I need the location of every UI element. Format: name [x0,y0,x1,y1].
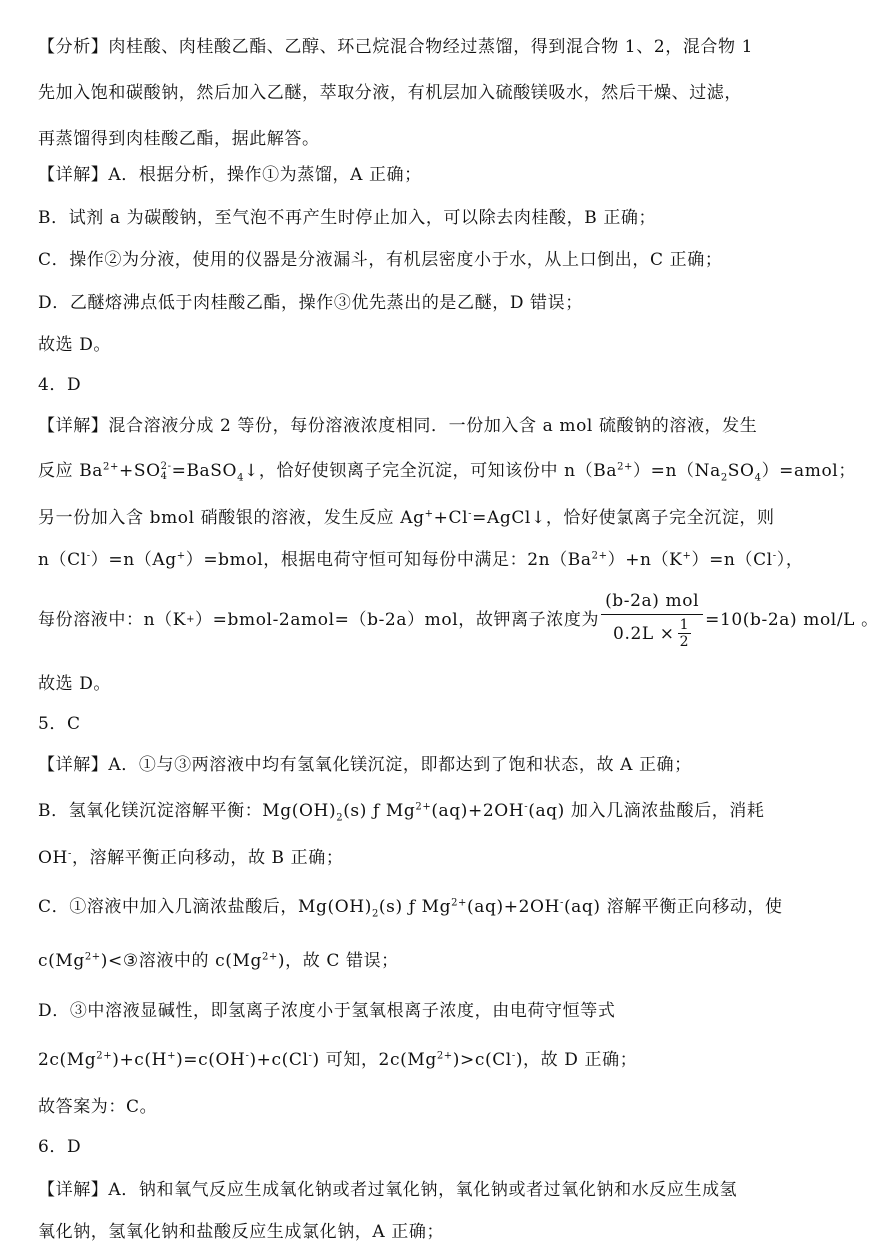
paragraph-line: D．③中溶液显碱性，即氢离子浓度小于氢氧根离子浓度，由电荷守恒等式 [38,1001,616,1021]
paragraph-line: 故选 D。 [38,335,112,355]
question-number: 6．D [38,1137,82,1157]
paragraph-line: B．试剂 a 为碳酸钠，至气泡不再产生时停止加入，可以除去肉桂酸，B 正确； [38,208,657,228]
paragraph-line: n（Cl-）=n（Ag+）=bmol，根据电荷守恒可知每份中满足：$2n(Ba^{2+})+n(K^+)=n(Cl^-)$， [38,550,804,570]
paragraph-line: 故选 D。 [38,674,112,694]
equilibrium-line: B．氢氧化镁沉淀溶解平衡：$Mg(OH)_2(s)$ ƒ $Mg^{2+}(aq)+2OH^-(aq)$ 加入几滴浓盐酸后，消耗 [38,801,765,824]
equilibrium-line: C．①溶液中加入几滴浓盐酸后，$Mg(OH)_2(s)$ ƒ $Mg^{2+}(aq)+2OH^-(aq)$ 溶解平衡正向移动，使 [38,897,783,920]
paragraph-line: 另一份加入含 bmol 硝酸银的溶液，发生反应 Ag++Cl-=AgCl↓，恰好使氯离子完全沉淀，则 [38,508,775,528]
paragraph-line: 【详解】A．①与③两溶液中均有氢氧化镁沉淀，即都达到了饱和状态，故 A 正确； [38,755,692,775]
paragraph-line: 再蒸馏得到肉桂酸乙酯，据此解答。 [38,129,320,149]
paragraph-line: C．操作②为分液，使用的仪器是分液漏斗，有机层密度小于水，从上口倒出，C 正确； [38,250,723,270]
question-number: 4．D [38,375,82,395]
half-fraction: $\frac{1}{2}$ [679,617,690,650]
concentration-equation: 每份溶液中：n（K + ）=bmol-2amol=（b-2a）mol，故钾离子浓度为 (b-2a) mol 0.2L × $\frac{1}{2}$ =10(b-2a) mol/L 。 [38,591,879,650]
fraction: (b-2a) mol 0.2L × $\frac{1}{2}$ [601,590,703,650]
paragraph-line: 先加入饱和碳酸钠，然后加入乙醚，萃取分液，有机层加入硫酸镁吸水，然后干燥、过滤， [38,83,742,103]
paragraph-line: 【详解】A．根据分析，操作①为蒸馏，A 正确； [38,165,422,185]
question-number: 5．C [38,714,81,734]
paragraph-line: 【分析】肉桂酸、肉桂酸乙酯、乙醇、环己烷混合物经过蒸馏，得到混合物 1、2，混合物 1 [38,37,754,57]
reaction-line: 反应 $Ba^{2+}+SO$ 2- 4 =BaSO$_4$↓，恰好使钡离子完全沉淀，可知该份中 $n(Ba^{2+})=n(Na_2SO_4)=amol$； [38,460,856,484]
paragraph-line: D．乙醚熔沸点低于肉桂酸乙酯，操作③优先蒸出的是乙醚，D 错误； [38,293,583,313]
paragraph-line: 氧化钠，氢氧化钠和盐酸反应生成氯化钠，A 正确； [38,1222,445,1242]
paragraph-line: $c(Mg^{2+})<③$溶液中的 $c(Mg^{2+})$，故 C 错误； [38,951,399,971]
paragraph-line: 【详解】混合溶液分成 2 等份，每份溶液浓度相同．一份加入含 a mol 硫酸钠的溶液，发生 [38,416,758,436]
paragraph-line: 【详解】A．钠和氧气反应生成氧化钠或者过氧化钠，氧化钠或者过氧化钠和水反应生成氢 [38,1180,738,1200]
paragraph-line: 故答案为：C。 [38,1097,158,1117]
charge-balance-line: $2c(Mg^{2+})+c(H^+)=c(OH^-)+c(Cl^-)$ 可知，$2c(Mg^{2+})>c(Cl^-)$，故 D 正确； [38,1050,638,1070]
paragraph-line: OH-，溶解平衡正向移动，故 B 正确； [38,848,344,868]
